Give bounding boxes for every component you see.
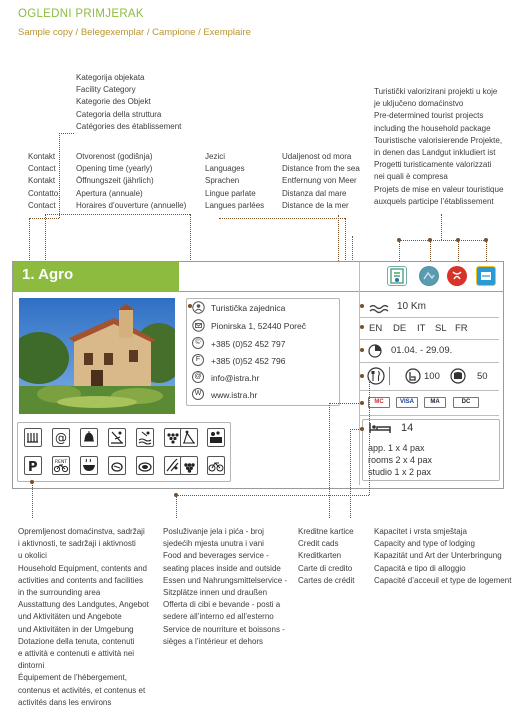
contact-fax: +385 (0)52 452 796 [211,356,286,366]
leader-line [29,218,59,219]
bike-rent-icon [52,456,70,475]
outdoor-seats-icon [450,368,466,389]
leader-dot [360,374,364,378]
legend-contact: Kontakt Contact Kontakt Contatto Contact [28,152,59,210]
leader-dot [360,348,364,352]
contact-address: Pionirska 1, 52440 Poreč [211,321,306,331]
leader-line [329,403,361,404]
leader-line [350,429,351,518]
divider [359,390,499,391]
language-de: DE [393,323,407,334]
bed-icon [369,421,391,439]
phone-icon: © [192,337,204,349]
divider [389,367,390,385]
language-en: EN [369,323,383,334]
legend-tourist-projects: Turistički valorizirani projekti u koje je uključeno domaćinstvo Pre-determined tourist projects including the household package Touristische valorisierende Projekte, in denen das Landgut inkludiert ist Progetti turisticamente valorizzati nei quali è compresa Projets de mise en valeur touristique auxquels participe l’établissement [374,87,504,206]
language-fr: FR [455,323,468,334]
legend-languages: Jezici Languages Sprachen Lingue parlate Langues parlées [205,152,265,210]
diners-icon: DC [453,397,479,408]
capacity-beds: 14 [401,422,414,434]
heating-icon [24,428,42,447]
legend-food: Posluživanje jela i pića - broj sjedećih mjesta unutra i vani Food and beverages service - seating places inside and outside Essen und Nahrungsmittelservice - Sitzplätze innen und draußen Offerta di cibi e bevande - posti a sedere all’interno ed all’esterno Service de nourriture et boissons - sièges a l’intérieur et dehors [163,527,288,646]
leader-line [29,218,30,262]
legend-cards: Kreditne kartice Credit cads Kreditkarten Carte di credito Cartes de crédit [298,527,355,585]
divider [359,415,499,416]
contact-owner: Turistička zajednica [211,303,286,313]
address-icon [192,319,205,337]
nature-project-icon[interactable] [419,266,439,286]
internet-icon [52,428,70,447]
legend-capacity: Kapacitet i vrsta smještaja Capacity and type of lodging Kapazität und Art der Unterbringung Capacità e tipo di alloggio Capacité d’acceuil et type de logement [374,527,512,585]
leader-line [32,483,33,518]
leader-line [329,403,330,518]
leader-line [59,133,60,218]
capacity-unit: rooms 2 x 4 pax [368,455,433,465]
page-title: OGLEDNI PRIMJERAK [18,8,144,20]
leader-dot [397,238,401,242]
leader-line [399,240,486,241]
restaurant-icon [207,428,225,447]
maestro-icon: MA [424,397,446,408]
fax-icon: F [192,354,204,366]
leader-line [176,495,177,518]
waves-icon [369,301,389,319]
leader-line [350,429,361,430]
language-sl: SL [435,323,447,334]
wine-project-icon[interactable] [447,266,467,286]
leader-line [176,495,369,496]
svg-text:@: @ [55,431,67,445]
distance-value: 10 Km [397,301,426,312]
visa-icon: VISA [396,397,418,408]
divider [359,292,360,485]
web-icon: W [192,388,204,400]
leader-line [45,214,190,215]
contact-email[interactable]: info@istra.hr [211,373,260,383]
svg-text:RENT: RENT [55,460,68,465]
legend-distance: Udaljenost od mora Distance from the sea Entfernung von Meer Distanza dal mare Distance de la mer [282,152,360,210]
divider [359,339,499,340]
language-it: IT [417,323,426,334]
mastercard-icon: MC [368,397,390,408]
legend-opening: Otvorenost (godišnja) Opening time (yearly) Öffnungszeit (jährlich) Apertura (annuale) Horaires d’ouverture (annuelle) [76,152,187,210]
divider [359,262,360,292]
pool-icon [136,428,154,447]
leader-dot [360,304,364,308]
calendar-icon [368,344,382,363]
bell-icon [80,428,98,447]
leader-line [59,133,74,134]
facility-photo [19,298,175,414]
leader-line [441,214,442,240]
divider [179,291,504,292]
leader-dot [484,238,488,242]
owner-icon [192,301,205,319]
cooking-icon [80,456,98,475]
leader-dot [360,325,364,329]
page-subtitle: Sample copy / Belegexemplar / Campione / Exemplaire [18,27,251,38]
contact-web[interactable]: www.istra.hr [211,390,258,400]
contact-phone[interactable]: +385 (0)52 452 797 [211,339,286,349]
olive-project-icon[interactable] [476,266,496,286]
leader-line [45,214,46,262]
seats-inside: 100 [424,371,440,382]
leader-dot [428,238,432,242]
capacity-unit: studio 1 x 2 pax [368,467,432,477]
sunbed-icon [108,428,126,447]
parking-icon [24,456,42,475]
indoor-seats-icon [405,368,421,389]
legend-category: Kategorija objekata Facility Category Kategorie des Objekt Categoria della struttura Catégories des établissement [76,73,182,131]
contact-box [186,298,340,406]
svg-text:P: P [28,460,38,474]
leader-line [219,218,345,219]
bicycle-icon [207,456,225,475]
oil-icon [136,456,154,475]
truffle-icon [108,456,126,475]
email-icon: @ [192,371,204,383]
kitchen-icon [180,428,198,447]
seats-outside: 50 [477,371,488,382]
project-logo-icon[interactable] [387,266,407,286]
opening-period: 01.04. - 29.09. [391,345,453,356]
card-title: 1. Agro [22,266,74,283]
capacity-unit: app. 1 x 4 pax [368,443,425,453]
grapes-icon [180,456,198,475]
leader-line [369,380,370,495]
legend-equipment: Opremljenost domaćinstva, sadržaji i aktivnosti, te sadržaji i aktivnosti u okolici Household Equipment, contents and activities and contents and facilities in the surrounding area Ausstattung des Landgutes, Angebot und Aktivitäten und Angebote und Aktivitäten in der Umgebung Dotazione della tenuta, contenuti e attività e contenuti e attività nei dintorni Équipement de l’hébergement, contenus et activités, et contenus et activités dans les environs [18,527,149,707]
leader-dot [456,238,460,242]
